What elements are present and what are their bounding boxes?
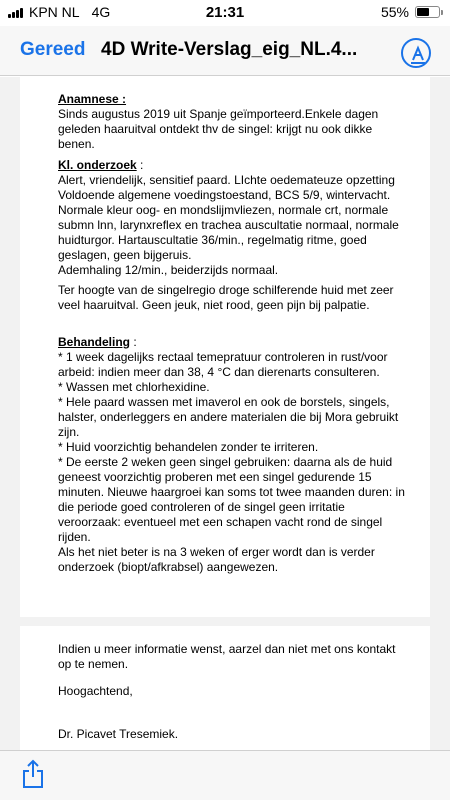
onderzoek-heading: Kl. onderzoek	[58, 158, 137, 172]
onderzoek-line: Alert, vriendelijk, sensitief paard. LIchte oedemateuze opzetting	[58, 173, 395, 187]
behandeling-line: die periode goed controleren of de singel geen irritatie	[58, 500, 345, 514]
onderzoek-line: Voldoende algemene voedingstoestand, BCS 5/9, wintervacht.	[58, 188, 391, 202]
status-bar	[0, 0, 450, 26]
anamnese-line: geleden haaruitval ontdekt thv de singel: krijgt nu ook dikke	[58, 122, 373, 136]
anamnese-line: benen.	[58, 137, 95, 151]
onderzoek-section	[58, 158, 418, 278]
onderzoek-line: huidturgor. Hartauscultatie 36/min., regelmatig ritme, goed	[58, 233, 367, 247]
anamnese-heading: Anamnese :	[58, 92, 127, 106]
behandeling-line: arbeid: indien meer dan 38, 4 °C dan dierenarts consulteren.	[58, 365, 380, 379]
anamnese-section	[58, 92, 418, 152]
behandeling-heading-row	[58, 335, 418, 350]
behandeling-line: geneest voorzichtig proberen met een singel gedurende 15	[58, 470, 372, 484]
behandeling-line: * Huid voorzichtig behandelen zonder te irriteren.	[58, 440, 319, 454]
status-time: 21:31	[205, 4, 245, 21]
behandeling-line: zijn.	[58, 425, 80, 439]
carrier-name: KPN NL	[29, 4, 80, 20]
behandeling-line: veroorzaak: eventueel met een schapen vacht rond de singel	[58, 515, 383, 529]
closing-line: op te nemen.	[58, 657, 129, 671]
onderzoek-colon: :	[136, 158, 144, 172]
network-type: 4G	[91, 4, 111, 20]
behandeling-line: * 1 week dagelijks rectaal temepratuur controleren in rust/voor	[58, 350, 388, 364]
battery-percent: 55%	[380, 4, 409, 20]
share-icon[interactable]	[21, 759, 45, 789]
greeting: Hoogachtend,	[58, 684, 133, 698]
behandeling-section	[58, 335, 418, 575]
anamnese-line: Sinds augustus 2019 uit Spanje geïmporteerd.Enkele dagen	[58, 107, 379, 121]
signature: Dr. Picavet Tresemiek.	[58, 727, 179, 741]
behandeling-line: rijden.	[58, 530, 91, 544]
document-title: 4D Write-Verslag_eig_NL.4...	[101, 39, 358, 60]
behandeling-line: * Hele paard wassen met imaverol en ook de borstels, singels,	[58, 395, 390, 409]
onderzoek-line: geslagen, geen bijgeruis.	[58, 248, 192, 262]
behandeling-line: onderzoek (biopt/afkrabsel) aangewezen.	[58, 560, 279, 574]
onderzoek-line: Ademhaling 12/min., beiderzijds normaal.	[58, 263, 279, 277]
behandeling-line: halster, onderleggers en andere materialen die bij Mora gebruikt	[58, 410, 399, 424]
onderzoek-line: Normale kleur oog- en mondslijmvliezen, normale crt, normale	[58, 203, 389, 217]
done-button[interactable]: Gereed	[20, 39, 86, 60]
singel-line: Ter hoogte van de singelregio droge schilferende huid met zeer	[58, 283, 394, 297]
singel-findings	[58, 283, 418, 313]
behandeling-line: * Wassen met chlorhexidine.	[58, 380, 210, 394]
behandeling-line: * De eerste 2 weken geen singel gebruiken: daarna als de huid	[58, 455, 393, 469]
behandeling-colon: :	[130, 335, 137, 349]
behandeling-line: Als het niet beter is na 3 weken of erger wordt dan is verder	[58, 545, 375, 559]
battery-icon	[415, 6, 440, 18]
onderzoek-heading-row	[58, 158, 418, 173]
battery-fill	[417, 8, 429, 16]
markup-pen-icon[interactable]	[401, 38, 431, 68]
singel-line: veel haaruitval. Geen jeuk, niet rood, geen pijn bij palpatie.	[58, 298, 370, 312]
onderzoek-line: submn lnn, larynxreflex en trachea auscultatie normaal, normale	[58, 218, 399, 232]
behandeling-heading: Behandeling	[58, 335, 131, 349]
bottom-toolbar	[0, 750, 450, 800]
behandeling-line: minuten. Nieuwe haargroei kan soms tot twee maanden duren: in	[58, 485, 405, 499]
closing-section	[58, 642, 418, 672]
closing-line: Indien u meer informatie wenst, aarzel dan niet met ons kontakt	[58, 642, 396, 656]
nav-bar	[0, 26, 450, 76]
status-right	[381, 4, 440, 20]
